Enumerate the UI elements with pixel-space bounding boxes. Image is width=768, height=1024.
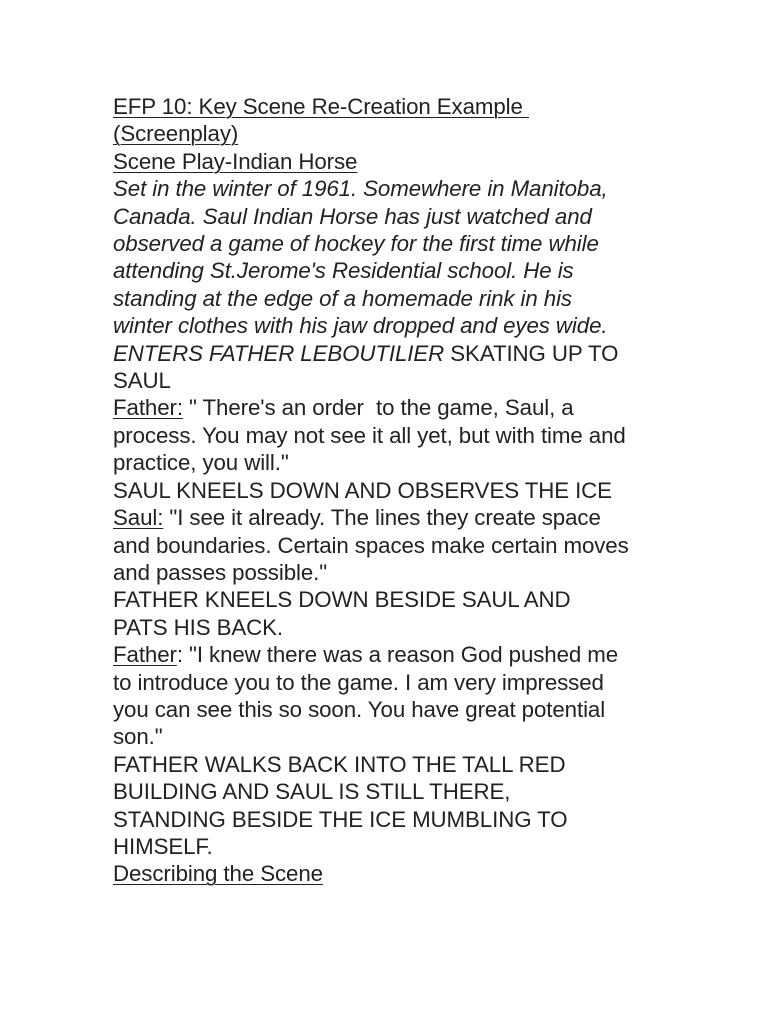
setting-line: Canada. Saul Indian Horse has just watched and <box>113 203 592 229</box>
father-dialogue-1 <box>113 394 673 421</box>
speaker-label-saul: Saul: <box>113 505 164 531</box>
stage-direction: FATHER WALKS BACK INTO THE TALL RED <box>113 751 566 777</box>
dialogue-line: and boundaries. Certain spaces make certain moves <box>113 532 629 558</box>
dialogue-line: process. You may not see it all yet, but with time and <box>113 422 626 448</box>
scene-subtitle <box>113 148 673 175</box>
dialogue-line: you can see this so soon. You have great potential <box>113 696 606 722</box>
document-title-text-1: EFP 10: Key Scene Re-Creation Example <box>113 94 529 119</box>
setting-line: observed a game of hockey for the first time while <box>113 231 599 257</box>
speaker-label-father: Father <box>113 642 177 668</box>
enters-character-name: ENTERS FATHER LEBOUTILIER <box>113 340 445 366</box>
dialogue-text: "I see it already. The lines they create space <box>163 505 601 531</box>
document-title-line-1 <box>113 93 673 120</box>
father-dialogue-2 <box>113 641 673 668</box>
enters-direction <box>113 340 673 367</box>
section-heading-text: Describing the Scene <box>113 861 323 887</box>
stage-direction: BUILDING AND SAUL IS STILL THERE, <box>113 779 511 805</box>
dialogue-line: practice, you will." <box>113 450 289 476</box>
section-heading <box>113 860 673 887</box>
dialogue-text: " There's an order to the game, Saul, a <box>182 395 574 421</box>
saul-dialogue <box>113 504 673 531</box>
document-title-text-2: (Screenplay) <box>113 121 239 147</box>
document-page <box>113 93 673 888</box>
document-title-line-2 <box>113 120 673 147</box>
stage-direction: FATHER KNEELS DOWN BESIDE SAUL AND <box>113 587 571 613</box>
dialogue-line: and passes possible." <box>113 559 328 585</box>
enters-action: SKATING UP TO <box>444 340 619 366</box>
stage-direction: SAUL KNEELS DOWN AND OBSERVES THE ICE <box>113 477 612 503</box>
speaker-label-father: Father: <box>113 395 183 421</box>
stage-direction: STANDING BESIDE THE ICE MUMBLING TO <box>113 806 568 832</box>
stage-direction: PATS HIS BACK. <box>113 614 283 640</box>
setting-line: attending St.Jerome's Residential school. He is <box>113 258 574 284</box>
scene-subtitle-text: Scene Play-Indian Horse <box>113 148 358 174</box>
dialogue-text: : "I knew there was a reason God pushed me <box>176 642 619 668</box>
stage-direction: HIMSELF. <box>113 833 213 859</box>
setting-line: winter clothes with his jaw dropped and eyes wide. <box>113 313 608 339</box>
dialogue-line: to introduce you to the game. I am very impressed <box>113 669 604 695</box>
setting-line: Set in the winter of 1961. Somewhere in Manitoba, <box>113 176 608 202</box>
enters-direction-line-2: SAUL <box>113 368 171 394</box>
setting-line: standing at the edge of a homemade rink in his <box>113 285 572 311</box>
dialogue-line: son." <box>113 724 163 750</box>
